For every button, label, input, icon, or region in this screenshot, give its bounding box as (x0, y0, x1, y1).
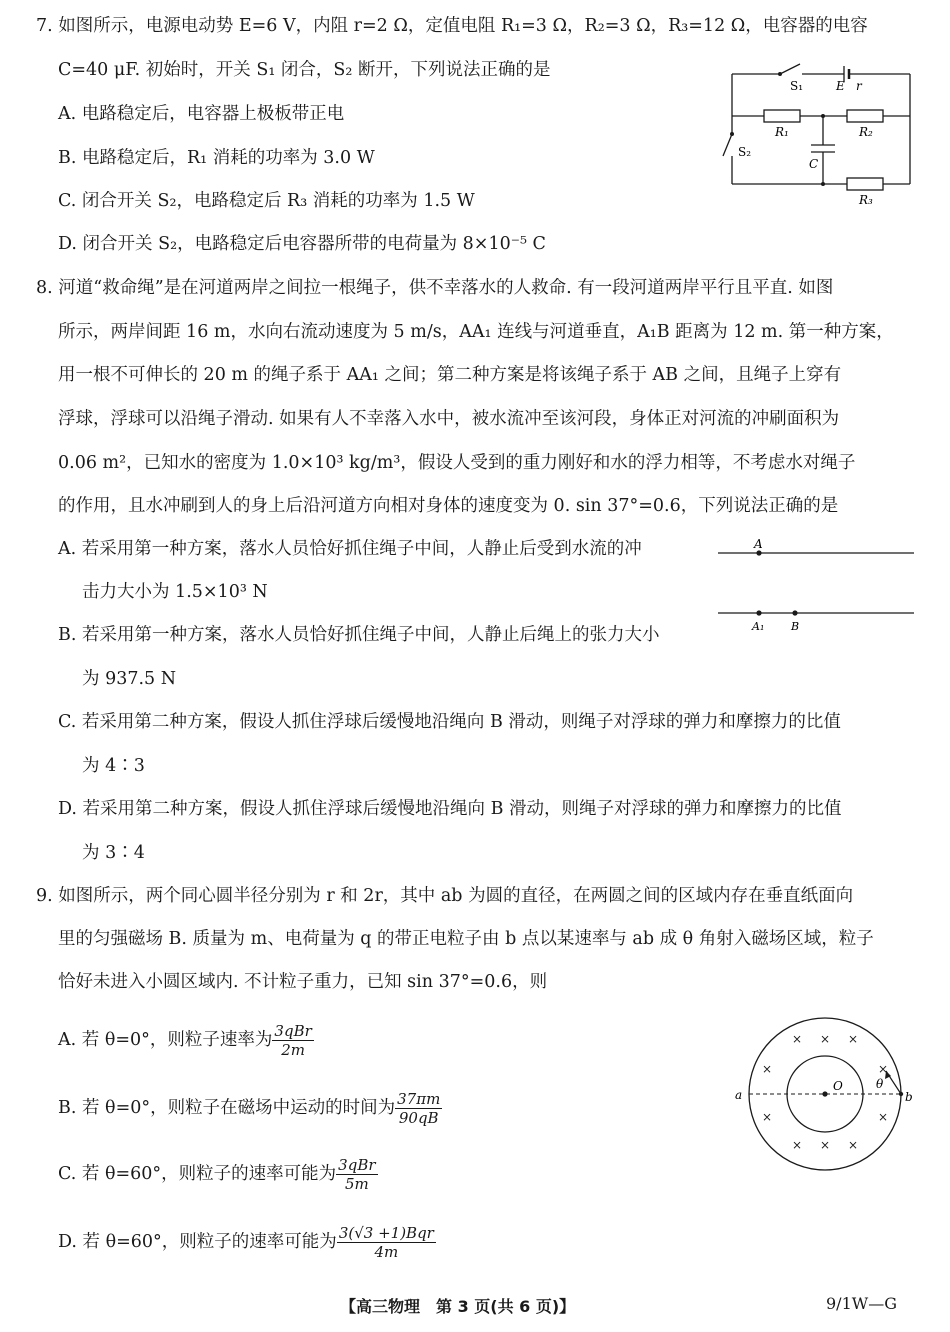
q7-stem-line-1: 7. 如图所示，电源电动势 E=6 V，内阻 r=2 Ω，定值电阻 R₁=3 Ω，R₂=3 Ω，R₃=12 Ω，电容器的电容 (36, 16, 868, 36)
fraction-denominator: 90qB (398, 1109, 439, 1127)
field-mark: × (848, 1138, 859, 1152)
fraction-denominator: 2m (281, 1041, 305, 1059)
field-mark: × (878, 1062, 889, 1076)
q9-concentric-circles-diagram (734, 1015, 920, 1175)
q9-option-b-text: B. 若 θ=0°，则粒子在磁场中运动的时间为 (58, 1098, 396, 1118)
q8-option-b-line-1: B. 若采用第一种方案，落水人员恰好抓住绳子中间，人静止后绳上的张力大小 (58, 625, 660, 645)
label-r2: R₂ (859, 125, 873, 139)
q8-option-b-line-2: 为 937.5 N (82, 669, 177, 689)
point-b (792, 610, 797, 615)
fraction-numerator: 3qBr (338, 1156, 376, 1174)
q8-river-diagram (712, 534, 918, 636)
field-mark: × (878, 1110, 889, 1124)
q9-option-c-text: C. 若 θ=60°，则粒子的速率可能为 (58, 1164, 337, 1184)
label-a: a (735, 1088, 743, 1102)
label-r3: R₃ (859, 193, 873, 207)
label-theta: θ (876, 1077, 884, 1091)
fraction-denominator: 5m (344, 1175, 369, 1193)
fraction-numerator: 3qBr (274, 1022, 312, 1040)
page-footer (0, 1294, 950, 1318)
q8-option-c-line-2: 为 4∶3 (82, 756, 145, 776)
q7-stem-line-2: C=40 μF. 初始时，开关 S₁ 闭合，S₂ 断开，下列说法正确的是 (58, 60, 551, 80)
q7-option-c: C. 闭合开关 S₂，电路稳定后 R₃ 消耗的功率为 1.5 W (58, 191, 475, 211)
q9-option-d-fraction (337, 1224, 436, 1261)
field-mark: × (792, 1138, 803, 1152)
q9-option-a-fraction (272, 1022, 313, 1059)
label-b: B (791, 620, 800, 633)
q9-option-d-text: D. 若 θ=60°，则粒子的速率可能为 (58, 1232, 337, 1252)
fraction-numerator: 37πm (397, 1090, 441, 1108)
q9-stem-line-3: 恰好未进入小圆区域内. 不计粒子重力，已知 sin 37°=0.6，则 (58, 972, 548, 992)
fraction-denominator: 4m (374, 1243, 399, 1261)
label-s2: S₂ (738, 145, 752, 159)
label-r1: R₁ (775, 125, 789, 139)
q8-stem-line-6: 的作用，且水冲刷到人的身上后沿河道方向相对身体的速度变为 0. sin 37°=0.6，下列说法正确的是 (58, 496, 839, 516)
fraction-numerator: 3(√3 +1)Bqr (338, 1224, 434, 1242)
label-c: C (809, 157, 819, 171)
q8-stem-line-3: 用一根不可伸长的 20 m 的绳子系于 AA₁ 之间；第二种方案是将该绳子系于 AB 之间，且绳子上穿有 (58, 365, 842, 385)
label-b: b (905, 1090, 913, 1104)
q8-stem-line-1: 8. 河道“救命绳”是在河道两岸之间拉一根绳子，供不幸落水的人救命. 有一段河道两岸平行且平直. 如图 (36, 278, 834, 298)
field-mark: × (762, 1062, 773, 1076)
q7-circuit-diagram (718, 52, 918, 212)
q8-option-d-line-1: D. 若采用第二种方案，假设人抓住浮球后缓慢地沿绳向 B 滑动，则绳子对浮球的弹力和摩擦力的比值 (58, 799, 842, 819)
q8-option-c-line-1: C. 若采用第二种方案，假设人抓住浮球后缓慢地沿绳向 B 滑动，则绳子对浮球的弹力和摩擦力的比值 (58, 712, 841, 732)
q7-option-a: A. 电路稳定后，电容器上极板带正电 (58, 104, 345, 124)
q9-stem-line-2: 里的匀强磁场 B. 质量为 m、电荷量为 q 的带正电粒子由 b 点以某速率与 ab 成 θ 角射入磁场区域，粒子 (58, 929, 874, 949)
field-mark: × (792, 1032, 803, 1046)
label-o: O (833, 1079, 843, 1093)
field-mark: × (848, 1032, 859, 1046)
label-a: A (754, 537, 763, 551)
footer-code: 9/1W—G (826, 1294, 897, 1313)
label-a1: A₁ (752, 620, 765, 633)
q9-option-b (58, 1090, 442, 1127)
q9-option-b-fraction (395, 1090, 442, 1127)
q8-option-d-line-2: 为 3∶4 (82, 843, 145, 863)
q8-option-a-line-1: A. 若采用第一种方案，落水人员恰好抓住绳子中间，人静止后受到水流的冲 (58, 539, 642, 559)
q9-option-d (58, 1224, 436, 1261)
q7-option-b: B. 电路稳定后，R₁ 消耗的功率为 3.0 W (58, 148, 375, 168)
label-s1: S₁ (790, 79, 804, 93)
q8-option-a-line-2: 击力大小为 1.5×10³ N (82, 582, 268, 602)
q8-stem-line-5: 0.06 m²，已知水的密度为 1.0×10³ kg/m³，假设人受到的重力刚好和水的浮力相等，不考虑水对绳子 (58, 453, 856, 473)
q8-stem-line-2: 所示，两岸间距 16 m，水向右流动速度为 5 m/s，AA₁ 连线与河道垂直，A₁B 距离为 12 m. 第一种方案， (58, 322, 894, 342)
q9-option-c-fraction (336, 1156, 377, 1193)
field-mark: × (762, 1110, 773, 1124)
point-a1 (756, 610, 761, 615)
point-a (756, 550, 761, 555)
q7-option-d: D. 闭合开关 S₂，电路稳定后电容器所带的电荷量为 8×10⁻⁵ C (58, 234, 546, 254)
field-mark: × (820, 1032, 831, 1046)
q8-stem-line-4: 浮球，浮球可以沿绳子滑动. 如果有人不幸落入水中，被水流冲至该河段，身体正对河流的冲刷面积为 (58, 409, 840, 429)
footer-page-info: 【高三物理 第 3 页(共 6 页)】 (340, 1297, 576, 1316)
label-r: r (856, 79, 862, 93)
q9-option-c (58, 1156, 378, 1193)
q9-option-a (58, 1022, 314, 1059)
field-mark: × (820, 1138, 831, 1152)
label-e: E (836, 79, 845, 93)
q9-stem-line-1: 9. 如图所示，两个同心圆半径分别为 r 和 2r，其中 ab 为圆的直径，在两圆之间的区域内存在垂直纸面向 (36, 886, 854, 906)
center-point (822, 1091, 827, 1096)
q9-option-a-text: A. 若 θ=0°，则粒子速率为 (58, 1030, 273, 1050)
